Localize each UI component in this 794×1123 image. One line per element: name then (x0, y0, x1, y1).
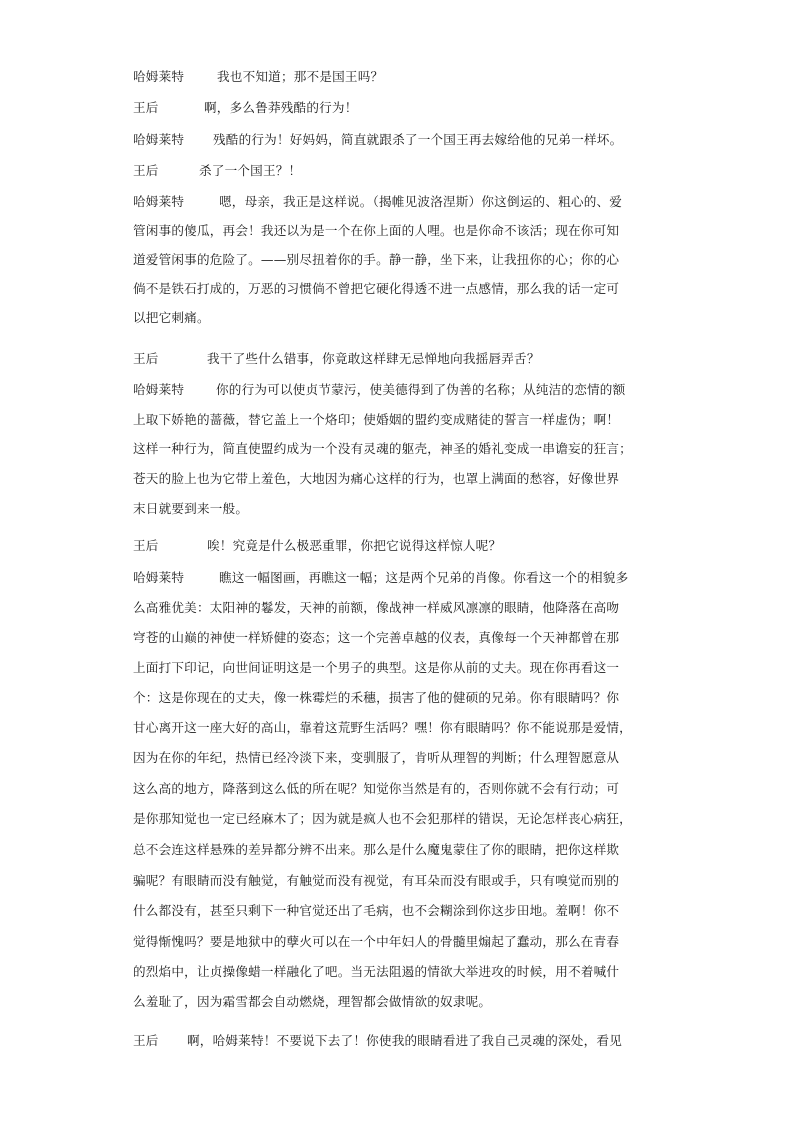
speech-text: 啊，多么鲁莽残酷的行为！ (204, 100, 358, 115)
speech-text: 骗呢？有眼睛而没有触觉，有触觉而没有视觉，有耳朵而没有眼或手，只有嗅觉而别的 (133, 873, 620, 888)
speaker-name: 哈姆莱特 (133, 382, 185, 397)
speaker-name: 王后 (133, 163, 159, 178)
speech-text: 你的行为可以使贞节蒙污，使美德得到了伪善的名称；从纯洁的恋情的额 (216, 382, 626, 397)
speech-text: 穹苍的山巅的神使一样矫健的姿态；这一个完善卓越的仪表，真像每一个天神都曾在那 (133, 630, 620, 645)
speech-text: 苍天的脸上也为它带上羞色，大地因为痛心这样的行为，也罩上满面的愁容，好像世界 (133, 471, 620, 486)
speech-text: 个：这是你现在的丈夫，像一株霉烂的禾穗，损害了他的健硕的兄弟。你有眼睛吗？你 (133, 690, 620, 705)
speaker-name: 哈姆莱特 (133, 570, 185, 585)
speech-text: 残酷的行为！好妈妈，简直就跟杀了一个国王再去嫁给他的兄弟一样坏。 (213, 132, 623, 147)
speech-text: 是你那知觉也一定已经麻木了；因为就是疯人也不会犯那样的错误，无论怎样丧心病狂， (133, 811, 632, 826)
speaker-name: 王后 (133, 351, 159, 366)
speech-text: 的烈焰中，让贞操像蜡一样融化了吧。当无法阻遏的情欲大举进攻的时候，用不着喊什 (133, 964, 620, 979)
speech-text: 上取下娇艳的蔷薇，替它盖上一个烙印；使婚姻的盟约变成赌徒的誓言一样虚伪；啊！ (133, 412, 620, 427)
speech-text: 道爱管闲事的危险了。——别尽扭着你的手。静一静，坐下来，让我扭你的心；你的心 (133, 252, 620, 267)
speech-text: 么高雅优美：太阳神的鬈发，天神的前额，像战神一样威风凛凛的眼睛，他降落在高吻 (133, 600, 620, 615)
speech-text: 瞧这一幅图画，再瞧这一幅；这是两个兄弟的肖像。你看这一个的相貌多 (219, 570, 629, 585)
dialogue-line (133, 162, 663, 180)
speech-text: 这么高的地方，降落到这么低的所在呢？知觉你当然是有的，否则你就不会有行动；可 (133, 781, 620, 796)
dialogue-line (133, 68, 663, 86)
speech-text: 总不会连这样悬殊的差异都分辨不出来。那么是什么魔鬼蒙住了你的眼睛，把你这样欺 (133, 842, 620, 857)
speech-text: 唉！究竟是什么极恶重罪，你把它说得这样惊人呢？ (207, 538, 502, 553)
dialogue-line (133, 350, 663, 368)
dialogue-line (133, 381, 663, 399)
speaker-name: 王后 (133, 538, 159, 553)
dialogue-line (133, 131, 663, 149)
speaker-name: 哈姆莱特 (133, 132, 185, 147)
speech-text: 这样一种行为，简直使盟约成为一个没有灵魂的躯壳，神圣的婚礼变成一串谵妄的狂言； (133, 441, 632, 456)
speech-text: 管闲事的傻瓜，再会！我还以为是一个在你上面的人哩。也是你命不该活；现在你可知 (133, 223, 620, 238)
speaker-name: 王后 (133, 100, 159, 115)
speech-text: 我干了些什么错事，你竟敢这样肆无忌惮地向我摇唇弄舌？ (207, 351, 540, 366)
speech-text: 甘心离开这一座大好的高山，靠着这荒野生活吗？嘿！你有眼睛吗？你不能说那是爱情， (133, 720, 632, 735)
speech-text: 上面打下印记，向世间证明这是一个男子的典型。这是你从前的丈夫。现在你再看这一 (133, 660, 620, 675)
speech-text: 觉得惭愧吗？要是地狱中的孽火可以在一个中年妇人的骨髓里煽起了蠢动，那么在青春 (133, 934, 620, 949)
speech-text: 啊，哈姆莱特！不要说下去了！你使我的眼睛看进了我自己灵魂的深处，看见 (187, 1033, 622, 1048)
dialogue-line (133, 537, 663, 555)
dialogue-line (133, 193, 663, 211)
speaker-name: 哈姆莱特 (133, 194, 185, 209)
speech-text: 什么都没有，甚至只剩下一种官觉还出了毛病，也不会糊涂到你这步田地。羞啊！你不 (133, 903, 620, 918)
speech-text: 因为在你的年纪，热情已经冷淡下来，变驯服了，肯听从理智的判断；什么理智愿意从 (133, 750, 620, 765)
speaker-name: 王后 (133, 1033, 159, 1048)
speech-text: 我也不知道；那不是国王吗？ (217, 69, 384, 84)
speaker-name: 哈姆莱特 (133, 69, 185, 84)
speech-text: 么羞耻了，因为霜雪都会自动燃烧，理智都会做情欲的奴隶呢。 (133, 994, 492, 1009)
speech-text: 以把它刺痛。 (133, 310, 210, 325)
speech-text: 嗯，母亲，我正是这样说。（揭帷见波洛涅斯）你这倒运的、粗心的、爱 (219, 194, 623, 209)
dialogue-line (133, 569, 663, 587)
speech-text: 杀了一个国王？！ (199, 163, 302, 178)
speech-text: 倘不是铁石打成的，万恶的习惯倘不曾把它硬化得透不进一点感情，那么我的话一定可 (133, 281, 620, 296)
speech-text: 末日就要到来一般。 (133, 501, 249, 516)
dialogue-line (133, 99, 663, 117)
dialogue-line (133, 1032, 663, 1050)
